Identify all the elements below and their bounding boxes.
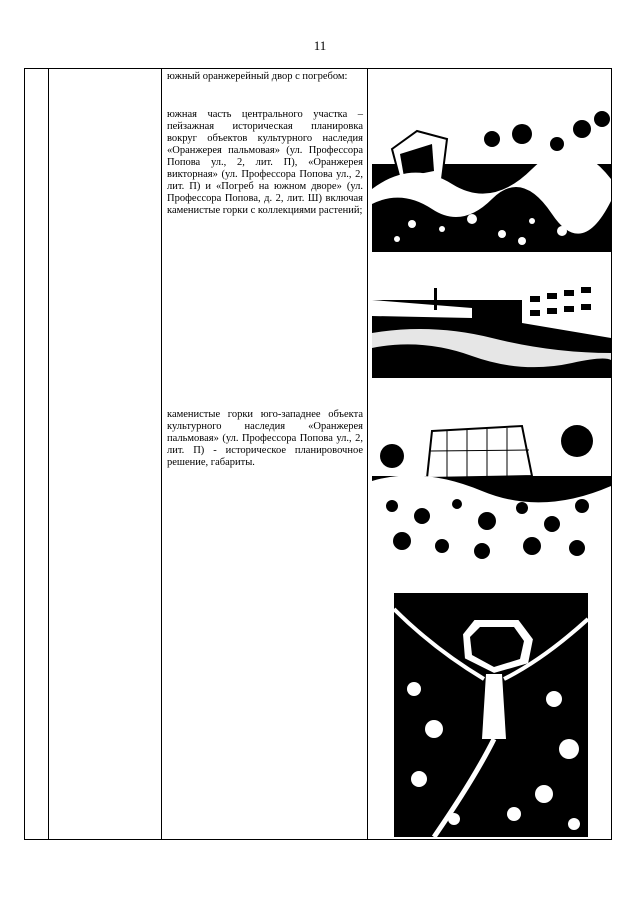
column-divider bbox=[161, 69, 162, 839]
photo-aerial-view bbox=[394, 579, 588, 837]
page-number: 11 bbox=[313, 38, 327, 53]
description-central-area: южная часть центрального участка – пейзажная историческая планировка вокруг объектов культурного наследия «Оранжерея пальмовая» (ул. Профессора Попова ул., 2, лит. П), «Оранжерея викторная» (ул. Профессора Попова ул., 2, лит. П) и «Погреб на южном дворе» (ул. Профессора Попова, д. 2, лит. Ш) включая каменистые горки с коллекциями растений; bbox=[167, 109, 363, 216]
photo-rock-garden bbox=[372, 406, 611, 564]
description-heading: южный оранжерейный двор с погребом: bbox=[167, 71, 348, 82]
column-divider bbox=[48, 69, 49, 839]
photo-greenhouse-ruin bbox=[372, 109, 611, 252]
table bbox=[24, 68, 612, 840]
photo-greenhouse-buildings bbox=[372, 278, 611, 378]
description-rock-gardens: каменистые горки юго-западнее объекта культурного наследия «Оранжерея пальмовая» (ул. Профессора Попова ул., 2, лит. П) - историческое планировочное решение, габариты. bbox=[167, 409, 363, 468]
column-divider bbox=[367, 69, 368, 839]
